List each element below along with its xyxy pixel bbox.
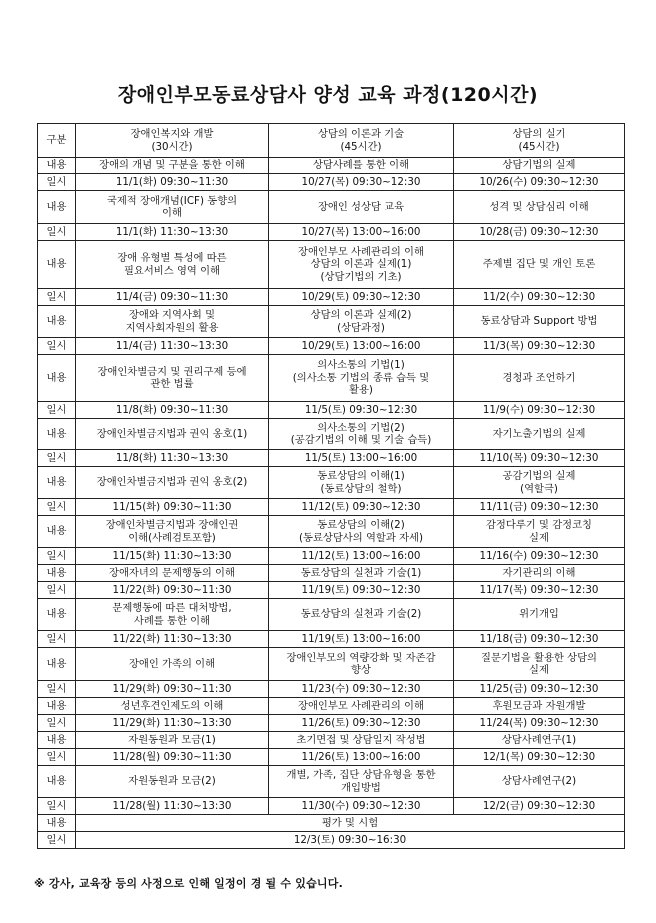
table-cell: 자기노출기법의 실제 <box>454 419 625 450</box>
table-cell: 장애인차별금지법과 권익 옹호(1) <box>76 419 269 450</box>
table-cell: 11/18(금) 09:30~12:30 <box>454 631 625 648</box>
table-cell: 11/17(목) 09:30~12:30 <box>454 582 625 599</box>
table-cell: 장애인차별금지 및 권리구제 등에 관한 법률 <box>76 355 269 402</box>
table-cell: 12/3(토) 09:30~16:30 <box>76 832 625 849</box>
table-cell: 11/26(토) 13:00~16:00 <box>269 749 454 766</box>
header-counseling-practice: 상담의 실기 (45시간) <box>454 124 625 158</box>
row-label: 내용 <box>38 732 76 749</box>
table-cell: 자원동원과 모금(1) <box>76 732 269 749</box>
row-label: 일시 <box>38 289 76 306</box>
document-title: 장애인부모동료상담사 양성 교육 과정(120시간) <box>117 84 539 106</box>
table-cell: 장애와 지역사회 및 지역사회자원의 활용 <box>76 306 269 338</box>
header-category: 구분 <box>38 124 76 158</box>
table-cell: 12/1(목) 09:30~12:30 <box>454 749 625 766</box>
datetime-row <box>38 174 625 191</box>
table-cell: 11/30(수) 09:30~12:30 <box>269 798 454 815</box>
table-cell: 11/25(금) 09:30~12:30 <box>454 681 625 698</box>
datetime-row <box>38 499 625 516</box>
table-cell: 11/1(화) 11:30~13:30 <box>76 224 269 241</box>
row-label: 일시 <box>38 832 76 849</box>
header-counseling-theory: 상담의 이론과 기술 (45시간) <box>269 124 454 158</box>
footnote: ※ 강사, 교육장 등의 사정으로 인해 일정이 경 될 수 있습니다. <box>34 877 343 890</box>
row-label: 내용 <box>38 191 76 224</box>
row-label: 내용 <box>38 516 76 548</box>
table-cell: 장애의 개념 및 구분을 통한 이해 <box>76 158 269 174</box>
row-label: 내용 <box>38 815 76 832</box>
table-cell: 11/22(화) 11:30~13:30 <box>76 631 269 648</box>
row-label: 내용 <box>38 306 76 338</box>
row-label: 일시 <box>38 450 76 467</box>
table-cell: 상담사례를 통한 이해 <box>269 158 454 174</box>
table-cell: 동료상담의 이해(1) (동료상담의 철학) <box>269 467 454 499</box>
table-cell: 11/10(목) 09:30~12:30 <box>454 450 625 467</box>
table-cell: 장애인부모 사례관리의 이해 <box>269 698 454 715</box>
table-cell: 11/5(토) 13:00~16:00 <box>269 450 454 467</box>
table-cell: 후원모금과 자원개발 <box>454 698 625 715</box>
table-cell: 10/28(금) 09:30~12:30 <box>454 224 625 241</box>
content-row <box>38 516 625 548</box>
table-cell: 10/29(토) 09:30~12:30 <box>269 289 454 306</box>
table-cell: 11/19(토) 13:00~16:00 <box>269 631 454 648</box>
row-label: 일시 <box>38 224 76 241</box>
table-cell: 국제적 장애개념(ICF) 동향의 이해 <box>76 191 269 224</box>
datetime-row <box>38 338 625 355</box>
content-row <box>38 241 625 289</box>
table-cell: 11/12(토) 13:00~16:00 <box>269 548 454 565</box>
table-cell: 장애인차별금지법과 권익 옹호(2) <box>76 467 269 499</box>
schedule-table <box>37 123 625 849</box>
table-cell: 의사소통의 기법(2) (공감기법의 이해 및 기술 습득) <box>269 419 454 450</box>
table-cell: 장애 유형별 특성에 따른 필요서비스 영역 이해 <box>76 241 269 289</box>
datetime-row <box>38 582 625 599</box>
table-cell: 장애인 성상담 교육 <box>269 191 454 224</box>
table-cell: 자기관리의 이해 <box>454 565 625 582</box>
content-row <box>38 766 625 798</box>
content-row <box>38 648 625 681</box>
table-cell: 11/4(금) 09:30~11:30 <box>76 289 269 306</box>
table-cell: 11/23(수) 09:30~12:30 <box>269 681 454 698</box>
table-cell: 장애인부모의 역량강화 및 자존감 향상 <box>269 648 454 681</box>
table-cell: 10/27(목) 09:30~12:30 <box>269 174 454 191</box>
row-label: 내용 <box>38 648 76 681</box>
table-cell: 장애인 가족의 이해 <box>76 648 269 681</box>
row-label: 내용 <box>38 766 76 798</box>
table-cell: 11/1(화) 09:30~11:30 <box>76 174 269 191</box>
table-cell: 11/29(화) 09:30~11:30 <box>76 681 269 698</box>
row-label: 내용 <box>38 419 76 450</box>
table-cell: 개별, 가족, 집단 상담유형을 통한 개입방법 <box>269 766 454 798</box>
table-cell: 의사소통의 기법(1) (의사소통 기법의 종류 습득 및 활용) <box>269 355 454 402</box>
table-cell: 상담기법의 실제 <box>454 158 625 174</box>
row-label: 일시 <box>38 338 76 355</box>
datetime-row <box>38 450 625 467</box>
table-cell: 장애인부모 사례관리의 이해 상담의 이론과 실제(1) (상담기법의 기초) <box>269 241 454 289</box>
table-cell: 11/28(월) 11:30~13:30 <box>76 798 269 815</box>
table-cell: 11/5(토) 09:30~12:30 <box>269 402 454 419</box>
content-row <box>38 191 625 224</box>
row-label: 일시 <box>38 631 76 648</box>
table-cell: 11/8(화) 09:30~11:30 <box>76 402 269 419</box>
table-cell: 상담의 이론과 실제(2) (상담과정) <box>269 306 454 338</box>
table-cell: 동료상담의 실천과 기술(1) <box>269 565 454 582</box>
content-row <box>38 306 625 338</box>
row-label: 일시 <box>38 499 76 516</box>
table-cell: 11/11(금) 09:30~12:30 <box>454 499 625 516</box>
table-cell: 11/29(화) 11:30~13:30 <box>76 715 269 732</box>
table-cell: 자원동원과 모금(2) <box>76 766 269 798</box>
header-row <box>38 124 625 158</box>
datetime-row <box>38 289 625 306</box>
datetime-row <box>38 715 625 732</box>
row-label: 일시 <box>38 582 76 599</box>
content-row <box>38 698 625 715</box>
row-label: 일시 <box>38 715 76 732</box>
table-cell: 동료상담의 이해(2) (동료상담사의 역할과 자세) <box>269 516 454 548</box>
row-label: 내용 <box>38 599 76 631</box>
content-row <box>38 565 625 582</box>
table-cell: 11/24(목) 09:30~12:30 <box>454 715 625 732</box>
table-cell: 11/26(토) 09:30~12:30 <box>269 715 454 732</box>
datetime-row <box>38 832 625 849</box>
row-label: 내용 <box>38 158 76 174</box>
table-cell: 상담사례연구(1) <box>454 732 625 749</box>
datetime-row <box>38 749 625 766</box>
table-cell: 상담사례연구(2) <box>454 766 625 798</box>
table-cell: 11/8(화) 11:30~13:30 <box>76 450 269 467</box>
content-row <box>38 355 625 402</box>
content-row <box>38 732 625 749</box>
datetime-row <box>38 548 625 565</box>
table-cell: 11/28(월) 09:30~11:30 <box>76 749 269 766</box>
table-cell: 성년후견인제도의 이해 <box>76 698 269 715</box>
table-cell: 11/16(수) 09:30~12:30 <box>454 548 625 565</box>
datetime-row <box>38 224 625 241</box>
table-cell: 평가 및 시험 <box>76 815 625 832</box>
table-cell: 11/22(화) 09:30~11:30 <box>76 582 269 599</box>
table-cell: 11/2(수) 09:30~12:30 <box>454 289 625 306</box>
table-cell: 11/3(목) 09:30~12:30 <box>454 338 625 355</box>
row-label: 내용 <box>38 355 76 402</box>
row-label: 내용 <box>38 698 76 715</box>
row-label: 내용 <box>38 241 76 289</box>
row-label: 일시 <box>38 174 76 191</box>
row-label: 내용 <box>38 467 76 499</box>
datetime-row <box>38 631 625 648</box>
table-cell: 동료상담의 실천과 기술(2) <box>269 599 454 631</box>
content-row <box>38 419 625 450</box>
row-label: 일시 <box>38 681 76 698</box>
datetime-row <box>38 798 625 815</box>
datetime-row <box>38 681 625 698</box>
datetime-row <box>38 402 625 419</box>
table-cell: 11/15(화) 09:30~11:30 <box>76 499 269 516</box>
table-cell: 감정다루기 및 감정코칭 실제 <box>454 516 625 548</box>
table-cell: 장애자녀의 문제행동의 이해 <box>76 565 269 582</box>
content-row <box>38 815 625 832</box>
table-cell: 11/19(토) 09:30~12:30 <box>269 582 454 599</box>
table-cell: 질문기법을 활용한 상담의 실제 <box>454 648 625 681</box>
table-cell: 초기면접 및 상담일지 작성법 <box>269 732 454 749</box>
row-label: 내용 <box>38 565 76 582</box>
content-row <box>38 599 625 631</box>
row-label: 일시 <box>38 749 76 766</box>
table-cell: 문제행동에 따른 대처방법, 사례를 통한 이해 <box>76 599 269 631</box>
table-cell: 11/4(금) 11:30~13:30 <box>76 338 269 355</box>
table-cell: 10/26(수) 09:30~12:30 <box>454 174 625 191</box>
table-cell: 성격 및 상담심리 이해 <box>454 191 625 224</box>
table-cell: 주제별 집단 및 개인 토론 <box>454 241 625 289</box>
table-cell: 10/29(토) 13:00~16:00 <box>269 338 454 355</box>
row-label: 일시 <box>38 548 76 565</box>
table-cell: 11/9(수) 09:30~12:30 <box>454 402 625 419</box>
table-cell: 공감기법의 실제 (역할극) <box>454 467 625 499</box>
table-cell: 12/2(금) 09:30~12:30 <box>454 798 625 815</box>
content-row <box>38 158 625 174</box>
table-cell: 11/15(화) 11:30~13:30 <box>76 548 269 565</box>
table-cell: 위기개입 <box>454 599 625 631</box>
header-welfare-development: 장애인복지와 개발 (30시간) <box>76 124 269 158</box>
row-label: 일시 <box>38 402 76 419</box>
table-cell: 11/12(토) 09:30~12:30 <box>269 499 454 516</box>
table-cell: 10/27(목) 13:00~16:00 <box>269 224 454 241</box>
table-cell: 동료상담과 Support 방법 <box>454 306 625 338</box>
table-cell: 장애인차별금지법과 장애인권 이해(사례검토포함) <box>76 516 269 548</box>
row-label: 일시 <box>38 798 76 815</box>
table-cell: 경청과 조언하기 <box>454 355 625 402</box>
content-row <box>38 467 625 499</box>
